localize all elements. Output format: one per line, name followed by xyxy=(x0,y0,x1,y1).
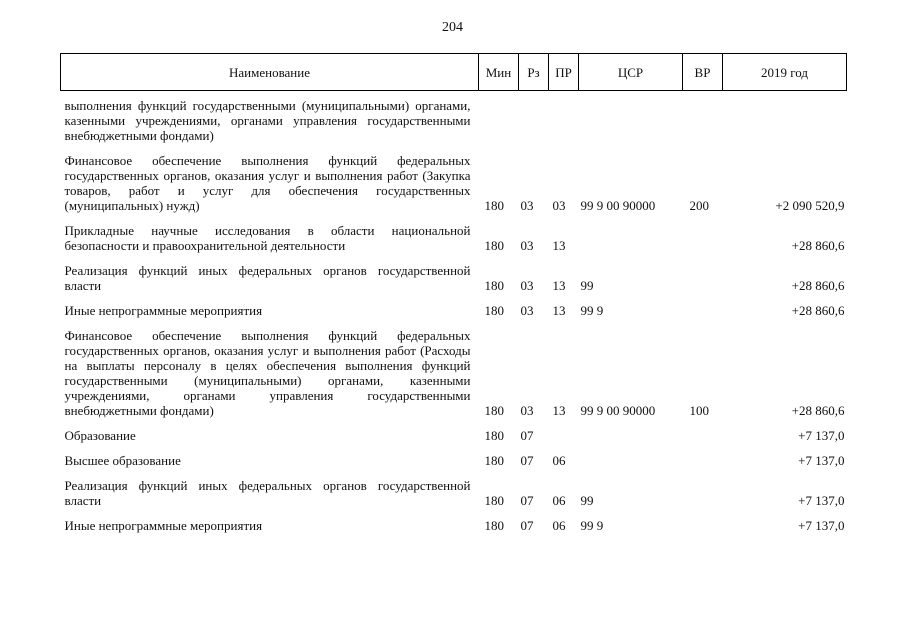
row-amount: +7 137,0 xyxy=(798,453,845,468)
budget-table xyxy=(60,53,847,540)
row-vr xyxy=(683,91,723,151)
row-csr: 99 xyxy=(580,278,594,293)
row-csr: 99 9 00 90000 xyxy=(580,403,656,418)
row-pr: 13 xyxy=(552,403,566,418)
row-rz: 07 xyxy=(520,453,534,468)
row-rz xyxy=(519,91,549,151)
table-row xyxy=(61,260,847,300)
row-pr: 06 xyxy=(552,453,566,468)
table-row xyxy=(61,325,847,425)
row-amount: +7 137,0 xyxy=(798,428,845,443)
row-csr: 99 xyxy=(580,493,594,508)
row-name: выполнения функций государственными (муниципальными) органами, казенными учреждениями, органами управления государственными внебюджетными фондами) xyxy=(64,98,471,143)
table-row xyxy=(61,300,847,325)
row-name: Иные непрограммные мероприятия xyxy=(64,518,263,533)
row-csr: 99 9 xyxy=(580,518,604,533)
row-amount: +28 860,6 xyxy=(791,403,845,418)
row-vr xyxy=(683,425,723,450)
row-pr: 03 xyxy=(552,198,566,213)
header-year: 2019 год xyxy=(723,54,847,91)
row-min: 180 xyxy=(484,518,504,533)
row-name: Образование xyxy=(64,428,136,443)
table-row xyxy=(61,450,847,475)
row-csr xyxy=(579,450,683,475)
row-amount: +2 090 520,9 xyxy=(775,198,845,213)
row-name: Финансовое обеспечение выполнения функций федеральных государственных органов, оказания услуг и выполнения работ (Расходы на выплаты персоналу в целях обеспечения выполнения функций государственными (муниципальными) органами, казенными учреждениями, органами управления государственными внебюджетными фондами) xyxy=(64,328,471,418)
row-csr xyxy=(579,220,683,260)
header-min: Мин xyxy=(479,54,519,91)
row-pr: 13 xyxy=(552,238,566,253)
row-rz: 03 xyxy=(520,198,534,213)
header-rz: Рз xyxy=(519,54,549,91)
row-csr xyxy=(579,425,683,450)
row-name: Финансовое обеспечение выполнения функций федеральных государственных органов, оказания услуг и выполнения работ (Закупка товаров, работ и услуг для обеспечения государственных (муниципальных) нужд) xyxy=(64,153,471,213)
header-csr: ЦСР xyxy=(579,54,683,91)
row-min: 180 xyxy=(484,198,504,213)
row-vr xyxy=(683,450,723,475)
row-pr: 13 xyxy=(552,278,566,293)
row-min: 180 xyxy=(484,238,504,253)
table-row xyxy=(61,425,847,450)
table-row xyxy=(61,150,847,220)
row-vr: 200 xyxy=(689,198,709,213)
table-row xyxy=(61,475,847,515)
row-name: Реализация функций иных федеральных органов государственной власти xyxy=(64,263,471,293)
header-name: Наименование xyxy=(61,54,479,91)
row-csr: 99 9 xyxy=(580,303,604,318)
page-number: 204 xyxy=(442,20,463,35)
row-min: 180 xyxy=(484,493,504,508)
row-amount xyxy=(723,91,847,151)
row-csr xyxy=(579,91,683,151)
row-name: Иные непрограммные мероприятия xyxy=(64,303,263,318)
row-pr xyxy=(549,425,579,450)
table-row xyxy=(61,91,847,151)
row-pr: 13 xyxy=(552,303,566,318)
row-rz: 03 xyxy=(520,403,534,418)
row-min: 180 xyxy=(484,453,504,468)
row-pr: 06 xyxy=(552,493,566,508)
row-amount: +7 137,0 xyxy=(798,493,845,508)
row-vr: 100 xyxy=(689,403,709,418)
row-rz: 07 xyxy=(520,518,534,533)
row-vr xyxy=(683,475,723,515)
row-min: 180 xyxy=(484,278,504,293)
row-rz: 03 xyxy=(520,238,534,253)
row-csr: 99 9 00 90000 xyxy=(580,198,656,213)
row-rz: 03 xyxy=(520,303,534,318)
row-name: Реализация функций иных федеральных органов государственной власти xyxy=(64,478,471,508)
row-vr xyxy=(683,220,723,260)
row-name: Высшее образование xyxy=(64,453,181,468)
header-vr: ВР xyxy=(683,54,723,91)
row-amount: +28 860,6 xyxy=(791,303,845,318)
row-rz: 07 xyxy=(520,428,534,443)
row-min: 180 xyxy=(484,428,504,443)
row-amount: +28 860,6 xyxy=(791,238,845,253)
row-pr: 06 xyxy=(552,518,566,533)
row-min: 180 xyxy=(484,403,504,418)
row-pr xyxy=(549,91,579,151)
row-vr xyxy=(683,515,723,540)
row-amount: +28 860,6 xyxy=(791,278,845,293)
row-amount: +7 137,0 xyxy=(798,518,845,533)
row-vr xyxy=(683,260,723,300)
table-row xyxy=(61,515,847,540)
row-rz: 03 xyxy=(520,278,534,293)
row-name: Прикладные научные исследования в области национальной безопасности и правоохранительной деятельности xyxy=(64,223,471,253)
header-pr: ПР xyxy=(549,54,579,91)
row-min xyxy=(479,91,519,151)
table-row xyxy=(61,220,847,260)
row-min: 180 xyxy=(484,303,504,318)
row-rz: 07 xyxy=(520,493,534,508)
row-vr xyxy=(683,300,723,325)
table-header-row xyxy=(61,54,847,91)
